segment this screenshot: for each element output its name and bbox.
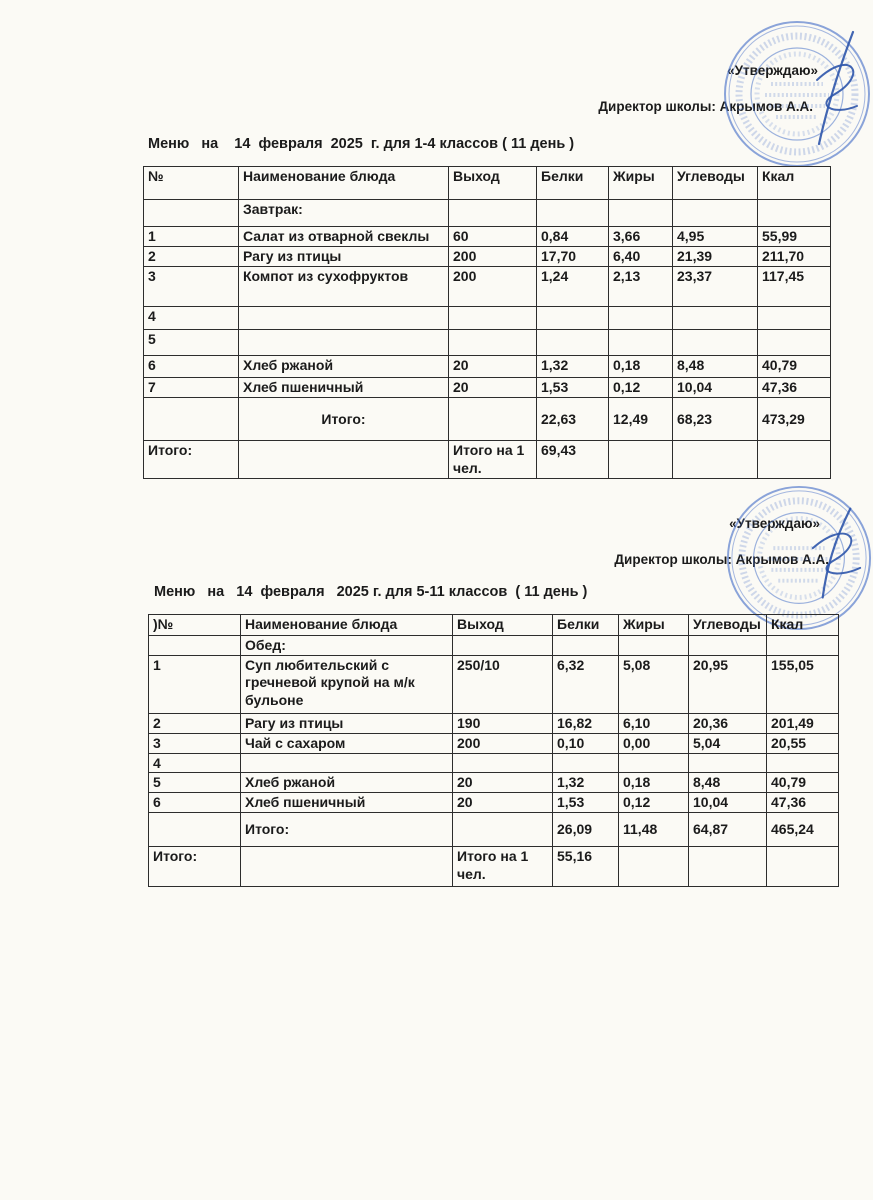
table-row — [144, 441, 831, 479]
table-cell — [673, 200, 758, 227]
column-header-protein: Белки — [537, 167, 609, 200]
table-cell: 0,12 — [609, 378, 673, 398]
table-cell: 5,04 — [689, 733, 767, 753]
column-header-number: )№ — [149, 615, 241, 636]
table-cell — [149, 813, 241, 847]
table-cell: 201,49 — [767, 713, 839, 733]
table-cell: 40,79 — [767, 773, 839, 793]
menu-title-grades-1-4: Меню на 14 февраля 2025 г. для 1-4 классов ( 11 день ) — [148, 136, 575, 152]
table-row — [149, 793, 839, 813]
table-cell: 17,70 — [537, 247, 609, 267]
table-cell: 1,32 — [553, 773, 619, 793]
table-cell: 0,18 — [609, 356, 673, 378]
table-cell: 1,32 — [537, 356, 609, 378]
table-cell: 465,24 — [767, 813, 839, 847]
column-header-dish-name: Наименование блюда — [241, 615, 453, 636]
table-row — [149, 773, 839, 793]
table-cell: Хлеб ржаной — [239, 356, 449, 378]
table-cell: 20 — [449, 356, 537, 378]
table-cell: 26,09 — [553, 813, 619, 847]
table-cell — [149, 636, 241, 656]
table-cell: 60 — [449, 227, 537, 247]
table-cell: 117,45 — [758, 267, 831, 307]
table-cell — [673, 330, 758, 356]
table-cell: Хлеб ржаной — [241, 773, 453, 793]
table-cell: 20 — [449, 378, 537, 398]
column-header-number: № — [144, 167, 239, 200]
table-cell — [758, 200, 831, 227]
table-cell — [767, 636, 839, 656]
table-cell: 1 — [149, 655, 241, 713]
table-cell: 12,49 — [609, 398, 673, 441]
table-cell — [239, 441, 449, 479]
table-cell: 23,37 — [673, 267, 758, 307]
table-cell — [537, 330, 609, 356]
table-cell: Обед: — [241, 636, 453, 656]
table-cell — [758, 441, 831, 479]
table-cell — [453, 753, 553, 773]
table-header-row — [149, 615, 839, 636]
table-cell: 6,32 — [553, 655, 619, 713]
table-header-row — [144, 167, 831, 200]
table-cell: 2 — [144, 247, 239, 267]
column-header-portion: Выход — [453, 615, 553, 636]
table-cell — [609, 441, 673, 479]
column-header-kcal: Ккал — [767, 615, 839, 636]
table-cell: Рагу из птицы — [239, 247, 449, 267]
table-cell — [453, 813, 553, 847]
table-cell — [689, 847, 767, 887]
column-header-portion: Выход — [449, 167, 537, 200]
table-cell: 2 — [149, 713, 241, 733]
table-cell: Итого на 1 чел. — [453, 847, 553, 887]
table-cell — [144, 200, 239, 227]
table-cell — [241, 753, 453, 773]
table-cell: 5 — [149, 773, 241, 793]
table-row — [149, 753, 839, 773]
table-row — [144, 200, 831, 227]
table-cell — [673, 441, 758, 479]
table-cell: 0,00 — [619, 733, 689, 753]
table-cell: 20,36 — [689, 713, 767, 733]
table-row — [149, 713, 839, 733]
table-cell: Итого: — [144, 441, 239, 479]
table-cell: 0,84 — [537, 227, 609, 247]
director-signature-stroke-top — [817, 32, 857, 144]
table-cell: Салат из отварной свеклы — [239, 227, 449, 247]
table-cell: Итого: — [149, 847, 241, 887]
table-cell — [239, 307, 449, 330]
table-row — [149, 847, 839, 887]
column-header-fat: Жиры — [619, 615, 689, 636]
table-cell — [553, 753, 619, 773]
table-cell: 21,39 — [673, 247, 758, 267]
table-cell — [537, 200, 609, 227]
table-cell — [619, 753, 689, 773]
menu-title-grades-5-11: Меню на 14 февраля 2025 г. для 5-11 классов ( 11 день ) — [154, 584, 588, 600]
director-signature-line-bottom: Директор школы: Акрымов А.А. — [614, 552, 829, 567]
column-header-protein: Белки — [553, 615, 619, 636]
column-header-dish-name: Наименование блюда — [239, 167, 449, 200]
table-cell: 3 — [144, 267, 239, 307]
table-row — [144, 378, 831, 398]
table-cell — [619, 847, 689, 887]
table-cell: 1,24 — [537, 267, 609, 307]
table-cell — [241, 847, 453, 887]
table-cell: 3 — [149, 733, 241, 753]
table-cell — [449, 307, 537, 330]
approve-label-top: «Утверждаю» — [727, 63, 818, 78]
table-row — [144, 267, 831, 307]
table-cell: 190 — [453, 713, 553, 733]
table-cell: Суп любительский с гречневой крупой на м/к бульоне — [241, 655, 453, 713]
table-cell: 200 — [449, 247, 537, 267]
table-cell: 22,63 — [537, 398, 609, 441]
table-row — [144, 398, 831, 441]
table-row — [149, 813, 839, 847]
table-cell — [553, 636, 619, 656]
table-cell: 1 — [144, 227, 239, 247]
table-cell: 0,10 — [553, 733, 619, 753]
table-cell: 55,99 — [758, 227, 831, 247]
table-cell — [767, 847, 839, 887]
table-row — [149, 655, 839, 713]
table-cell: 6 — [149, 793, 241, 813]
table-row — [144, 330, 831, 356]
table-cell: Завтрак: — [239, 200, 449, 227]
table-cell — [144, 398, 239, 441]
table-cell: 473,29 — [758, 398, 831, 441]
table-cell — [758, 307, 831, 330]
table-cell: 211,70 — [758, 247, 831, 267]
table-cell — [449, 398, 537, 441]
table-cell — [453, 636, 553, 656]
table-cell: 5,08 — [619, 655, 689, 713]
table-cell: 4,95 — [673, 227, 758, 247]
table-cell: 6,10 — [619, 713, 689, 733]
table-row — [144, 356, 831, 378]
table-cell: 155,05 — [767, 655, 839, 713]
table-cell — [537, 307, 609, 330]
table-cell — [673, 307, 758, 330]
column-header-fat: Жиры — [609, 167, 673, 200]
table-cell — [609, 307, 673, 330]
table-cell: Хлеб пшеничный — [239, 378, 449, 398]
table-row — [149, 733, 839, 753]
table-cell: 47,36 — [758, 378, 831, 398]
table-cell: 20,55 — [767, 733, 839, 753]
table-cell: Итого: — [241, 813, 453, 847]
table-cell: 0,12 — [619, 793, 689, 813]
table-cell — [609, 330, 673, 356]
table-cell — [689, 636, 767, 656]
table-cell: 200 — [453, 733, 553, 753]
column-header-carbs: Углеводы — [689, 615, 767, 636]
table-cell: 16,82 — [553, 713, 619, 733]
table-cell: 6 — [144, 356, 239, 378]
table-cell: Компот из сухофруктов — [239, 267, 449, 307]
table-cell — [609, 200, 673, 227]
table-cell: 10,04 — [673, 378, 758, 398]
table-cell: 11,48 — [619, 813, 689, 847]
table-row — [144, 227, 831, 247]
table-cell: 55,16 — [553, 847, 619, 887]
table-row — [149, 636, 839, 656]
table-cell: Итого на 1 чел. — [449, 441, 537, 479]
column-header-kcal: Ккал — [758, 167, 831, 200]
table-cell: 40,79 — [758, 356, 831, 378]
table-cell: 64,87 — [689, 813, 767, 847]
table-cell: 20 — [453, 773, 553, 793]
table-cell: 68,23 — [673, 398, 758, 441]
table-cell — [449, 200, 537, 227]
table-row — [144, 307, 831, 330]
approve-label-bottom: «Утверждаю» — [729, 516, 820, 531]
table-cell: 20 — [453, 793, 553, 813]
table-cell: Чай с сахаром — [241, 733, 453, 753]
table-cell: 5 — [144, 330, 239, 356]
table-cell: 8,48 — [673, 356, 758, 378]
table-cell — [449, 330, 537, 356]
column-header-carbs: Углеводы — [673, 167, 758, 200]
table-cell — [767, 753, 839, 773]
menu-table-grades-1-4 — [143, 166, 831, 479]
table-cell: 1,53 — [553, 793, 619, 813]
table-cell: 69,43 — [537, 441, 609, 479]
table-cell: 2,13 — [609, 267, 673, 307]
round-approval-stamp-top — [721, 18, 873, 170]
menu-table-grades-5-11 — [148, 614, 839, 887]
table-cell — [239, 330, 449, 356]
table-cell: 200 — [449, 267, 537, 307]
table-cell — [758, 330, 831, 356]
table-cell: 20,95 — [689, 655, 767, 713]
table-cell: 47,36 — [767, 793, 839, 813]
table-cell: 10,04 — [689, 793, 767, 813]
table-cell: 8,48 — [689, 773, 767, 793]
table-cell: 4 — [144, 307, 239, 330]
table-cell: 6,40 — [609, 247, 673, 267]
table-cell: 3,66 — [609, 227, 673, 247]
table-cell: 7 — [144, 378, 239, 398]
director-signature-line-top: Директор школы: Акрымов А.А. — [598, 99, 813, 114]
table-cell: 1,53 — [537, 378, 609, 398]
table-cell: 250/10 — [453, 655, 553, 713]
table-cell — [619, 636, 689, 656]
table-cell: 0,18 — [619, 773, 689, 793]
table-cell: Рагу из птицы — [241, 713, 453, 733]
table-cell: Итого: — [239, 398, 449, 441]
table-cell — [689, 753, 767, 773]
table-cell: 4 — [149, 753, 241, 773]
table-row — [144, 247, 831, 267]
table-cell: Хлеб пшеничный — [241, 793, 453, 813]
